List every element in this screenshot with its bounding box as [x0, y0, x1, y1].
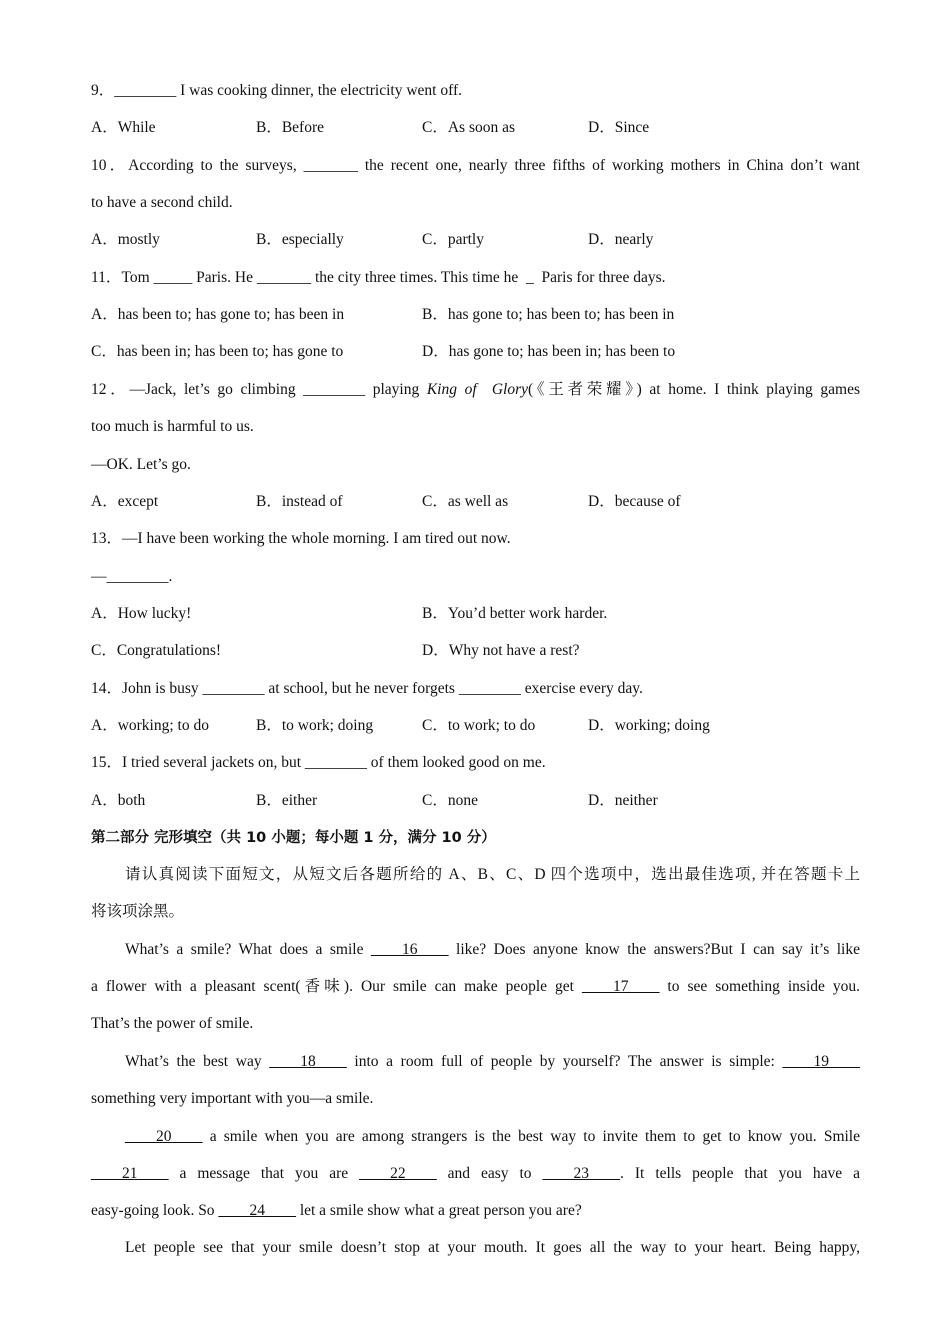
option-b: B．to work; doing [256, 717, 374, 734]
question-number: 11． [91, 269, 122, 286]
game-title: King of Glory [426, 381, 528, 398]
passage-text: like? Does anyone know the answers?But I can say it’s like [448, 941, 860, 958]
question-stem: John is busy ________ at school, but he never forgets ________ exercise every day. [122, 680, 643, 697]
question-stem: —Jack, let’s go climbing ________ playing [129, 381, 427, 398]
option-c: C．has been in; has been to; has gone to [91, 343, 344, 360]
dialogue-reply: —________. [91, 568, 173, 585]
option-d: D．because of [588, 493, 681, 510]
passage-text: easy-going look. So [91, 1202, 219, 1219]
passage-text: What’s a smile? What does a smile [125, 941, 371, 958]
section-instruction: 请认真阅读下面短文，从短文后各题所给的 A、B、C、D 四个选项中，选出最佳选项, 并在答题卡上 [125, 866, 860, 883]
question-13 [91, 529, 511, 549]
section-instruction-continued: 将该项涂黑。 [91, 903, 185, 920]
option-a: A．How lucky! [91, 605, 192, 622]
passage-text: a flower with a pleasant scent(香味). Our smile can make people get [91, 978, 582, 995]
passage-text: What’s the best way [125, 1053, 270, 1070]
passage-text: a smile when you are among strangers is the best way to invite them to get to know you. Smile [202, 1128, 860, 1145]
question-stem-continued: too much is harmful to us. [91, 418, 254, 435]
passage-line [91, 1164, 860, 1184]
option-c: C．Congratulations! [91, 642, 222, 659]
question-12 [91, 380, 860, 400]
blank-20[interactable]: ____20____ [125, 1128, 203, 1145]
option-c: C．to work; to do [422, 717, 536, 734]
question-14 [91, 679, 643, 699]
blank-18[interactable]: ____18____ [269, 1053, 347, 1070]
option-d: D．has gone to; has been in; has been to [422, 343, 676, 360]
passage-line: That’s the power of smile. [91, 1015, 254, 1032]
question-9 [91, 81, 462, 101]
blank-22[interactable]: ____22____ [359, 1165, 437, 1182]
passage-paragraph-3 [125, 1127, 860, 1147]
question-number: 15． [91, 754, 123, 771]
question-stem: ________ I was cooking dinner, the electricity went off. [114, 82, 463, 99]
option-b: B．especially [256, 231, 344, 248]
section-title: 第二部分 完形填空（共 10 小题；每小题 1 分，满分 10 分） [91, 830, 496, 846]
option-a: A．working; to do [91, 717, 209, 734]
dialogue-reply: —OK. Let’s go. [91, 456, 191, 473]
option-d: D．Since [588, 119, 650, 136]
question-15 [91, 753, 546, 773]
question-number: 13． [91, 530, 123, 547]
option-d: D．neither [588, 792, 658, 809]
question-stem: I tried several jackets on, but ________ of them looked good on me. [122, 754, 546, 771]
passage-text: to see something inside you. [659, 978, 860, 995]
option-c: C．partly [422, 231, 484, 248]
option-b: B．has gone to; has been to; has been in [422, 306, 675, 323]
option-c: C．as well as [422, 493, 509, 510]
option-c: C．As soon as [422, 119, 516, 136]
blank-24[interactable]: ____24____ [218, 1202, 296, 1219]
option-a: A．except [91, 493, 159, 510]
option-b: B．You’d better work harder. [422, 605, 608, 622]
question-stem-end: (《王者荣耀》) at home. I think playing games [527, 381, 860, 398]
blank-16[interactable]: ____16____ [371, 941, 449, 958]
blank-21[interactable]: ____21____ [91, 1165, 169, 1182]
passage-paragraph-1 [125, 940, 860, 960]
passage-text: into a room full of people by yourself? The answer is simple: [346, 1053, 783, 1070]
question-number: 14． [91, 680, 123, 697]
option-d: D．Why not have a rest? [422, 642, 580, 659]
passage-line [91, 977, 860, 997]
passage-line [91, 1201, 582, 1221]
option-c: C．none [422, 792, 478, 809]
question-10 [91, 156, 860, 176]
option-b: B．Before [256, 119, 325, 136]
option-b: B．instead of [256, 493, 343, 510]
question-stem: According to the surveys, _______ the recent one, nearly three fifths of working mothers in China don’t want [128, 157, 860, 174]
question-stem: Tom _____ Paris. He _______ the city three times. This time he _ Paris for three days. [121, 269, 666, 286]
passage-line: something very important with you—a smile. [91, 1090, 374, 1107]
question-11 [91, 268, 665, 288]
option-d: D．nearly [588, 231, 654, 248]
blank-23[interactable]: ____23____ [542, 1165, 621, 1182]
passage-text: let a smile show what a great person you are? [295, 1202, 582, 1219]
option-a: A．mostly [91, 231, 160, 248]
question-number: 9． [91, 82, 115, 99]
blank-17[interactable]: ____17____ [581, 978, 660, 995]
option-a: A．has been to; has gone to; has been in [91, 306, 345, 323]
passage-text: a message that you are [168, 1165, 360, 1182]
option-d: D．working; doing [588, 717, 710, 734]
passage-text: . It tells people that you have a [620, 1165, 860, 1182]
option-a: A．both [91, 792, 146, 809]
passage-paragraph-2 [125, 1052, 860, 1072]
passage-text: and easy to [436, 1165, 543, 1182]
passage-paragraph-4: Let people see that your smile doesn’t stop at your mouth. It goes all the way to your heart. Being happy, [125, 1239, 860, 1256]
question-number: 12． [91, 381, 130, 398]
question-stem: —I have been working the whole morning. I am tired out now. [122, 530, 511, 547]
blank-19[interactable]: ____19____ [782, 1053, 860, 1070]
option-b: B．either [256, 792, 318, 809]
option-a: A．While [91, 119, 156, 136]
question-stem-continued: to have a second child. [91, 194, 233, 211]
question-number: 10． [91, 157, 129, 174]
